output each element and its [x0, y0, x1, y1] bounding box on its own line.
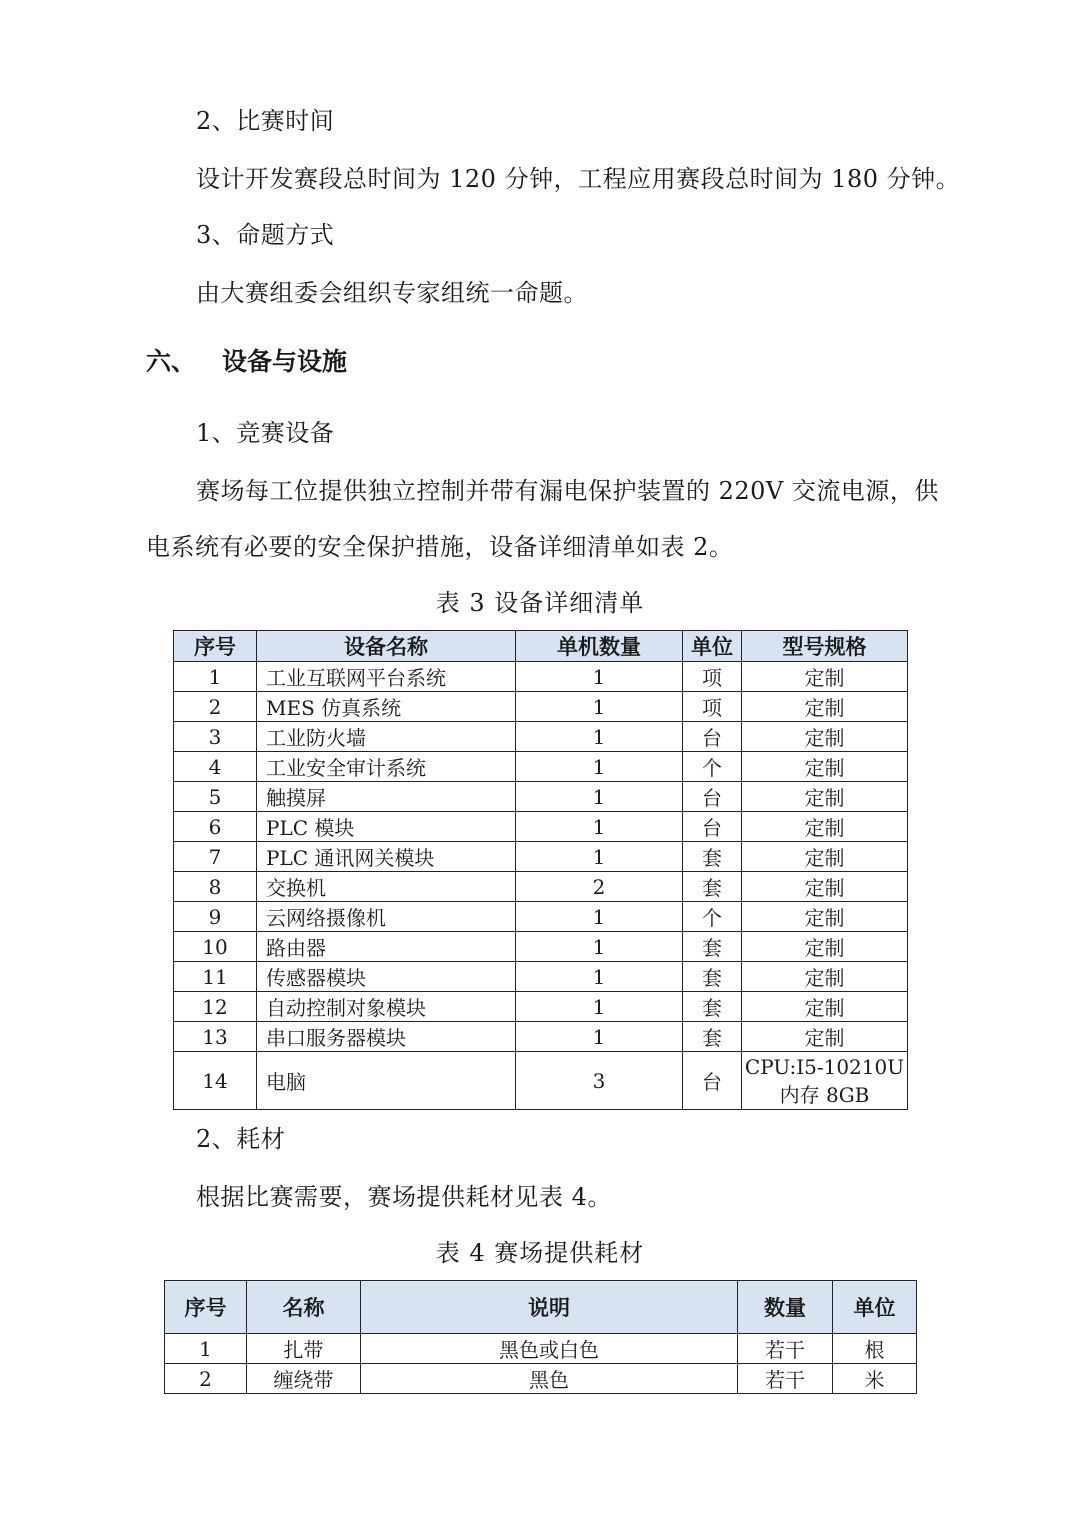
cell-unit: 台 [683, 722, 742, 752]
cell-qty: 1 [516, 752, 683, 782]
cell-unit: 套 [683, 872, 742, 902]
table-row [174, 782, 908, 812]
cell-no: 2 [174, 692, 257, 722]
cell-name: 交换机 [257, 872, 516, 902]
cell-qty: 1 [516, 662, 683, 692]
cell-spec: 定制 [742, 902, 908, 932]
cell-no: 4 [174, 752, 257, 782]
cell-qty: 若干 [738, 1364, 833, 1394]
col-header-no: 序号 [174, 631, 257, 662]
table-3-caption: 表 3 设备详细清单 [435, 589, 645, 617]
cell-no: 12 [174, 992, 257, 1022]
chapter-6-number: 六、 [146, 347, 197, 376]
cell-unit: 项 [683, 662, 742, 692]
cell-qty: 1 [516, 812, 683, 842]
cell-name: 触摸屏 [257, 782, 516, 812]
cell-no: 14 [174, 1052, 257, 1110]
cell-spec: 定制 [742, 692, 908, 722]
cell-desc: 黑色 [361, 1364, 738, 1394]
col-header-qty: 数量 [738, 1281, 833, 1334]
table-row [174, 902, 908, 932]
cell-name: 缠绕带 [247, 1364, 361, 1394]
cell-no: 5 [174, 782, 257, 812]
cell-name: PLC 模块 [257, 812, 516, 842]
cell-no: 9 [174, 902, 257, 932]
table-row [174, 752, 908, 782]
cell-qty: 1 [516, 692, 683, 722]
cell-spec: 定制 [742, 932, 908, 962]
cell-qty: 1 [516, 932, 683, 962]
cell-unit: 米 [833, 1364, 917, 1394]
cell-qty: 1 [516, 902, 683, 932]
col-header-name: 名称 [247, 1281, 361, 1334]
cell-unit: 个 [683, 752, 742, 782]
table-row [174, 872, 908, 902]
cell-qty: 2 [516, 872, 683, 902]
col-header-spec: 型号规格 [742, 631, 908, 662]
table-row [165, 1334, 917, 1364]
table-row [174, 812, 908, 842]
cell-name: MES 仿真系统 [257, 692, 516, 722]
cell-spec [742, 1052, 908, 1110]
section-3-heading: 3、命题方式 [196, 221, 335, 249]
cell-name: 工业防火墙 [257, 722, 516, 752]
col-header-unit: 单位 [833, 1281, 917, 1334]
cell-spec: 定制 [742, 722, 908, 752]
cell-unit: 套 [683, 932, 742, 962]
cell-spec: 定制 [742, 812, 908, 842]
cell-unit: 台 [683, 782, 742, 812]
chapter-6-title: 设备与设施 [222, 347, 348, 376]
cell-name: 扎带 [247, 1334, 361, 1364]
cell-name: PLC 通讯网关模块 [257, 842, 516, 872]
sub-1-text-line2: 电系统有必要的安全保护措施，设备详细清单如表 2。 [146, 533, 734, 561]
equipment-table [173, 630, 908, 1110]
cell-no: 1 [165, 1334, 247, 1364]
cell-unit: 项 [683, 692, 742, 722]
table-row [165, 1364, 917, 1394]
table-row [174, 1022, 908, 1052]
cell-spec: 定制 [742, 1022, 908, 1052]
consumables-table [164, 1280, 917, 1394]
cell-name: 云网络摄像机 [257, 902, 516, 932]
cell-unit: 台 [683, 812, 742, 842]
cell-no: 3 [174, 722, 257, 752]
table-header-row [165, 1281, 917, 1334]
cell-qty: 1 [516, 842, 683, 872]
cell-spec: 定制 [742, 752, 908, 782]
cell-no: 6 [174, 812, 257, 842]
cell-unit: 套 [683, 842, 742, 872]
cell-qty: 1 [516, 722, 683, 752]
cell-spec: 定制 [742, 872, 908, 902]
table-4-caption: 表 4 赛场提供耗材 [435, 1239, 645, 1267]
cell-no: 10 [174, 932, 257, 962]
cell-unit: 套 [683, 962, 742, 992]
section-2-text: 设计开发赛段总时间为 120 分钟，工程应用赛段总时间为 180 分钟。 [196, 165, 961, 193]
cell-qty: 1 [516, 1022, 683, 1052]
col-header-no: 序号 [165, 1281, 247, 1334]
sub-1-heading: 1、竞赛设备 [196, 419, 335, 447]
cell-no: 13 [174, 1022, 257, 1052]
cell-spec: 定制 [742, 992, 908, 1022]
cell-name: 电脑 [257, 1052, 516, 1110]
cell-qty: 3 [516, 1052, 683, 1110]
cell-name: 串口服务器模块 [257, 1022, 516, 1052]
col-header-unit: 单位 [683, 631, 742, 662]
cell-name: 工业安全审计系统 [257, 752, 516, 782]
cell-qty: 1 [516, 962, 683, 992]
cell-unit: 套 [683, 992, 742, 1022]
spec-line-1: CPU:I5-10210U [744, 1054, 905, 1079]
cell-name: 路由器 [257, 932, 516, 962]
cell-spec: 定制 [742, 782, 908, 812]
cell-qty: 1 [516, 782, 683, 812]
cell-spec: 定制 [742, 662, 908, 692]
cell-unit: 个 [683, 902, 742, 932]
cell-unit: 套 [683, 1022, 742, 1052]
cell-unit: 根 [833, 1334, 917, 1364]
cell-spec: 定制 [742, 842, 908, 872]
cell-name: 工业互联网平台系统 [257, 662, 516, 692]
sub-1-text-line1: 赛场每工位提供独立控制并带有漏电保护装置的 220V 交流电源，供 [196, 477, 939, 505]
col-header-desc: 说明 [361, 1281, 738, 1334]
spec-line-2: 内存 8GB [779, 1082, 870, 1107]
cell-no: 2 [165, 1364, 247, 1394]
table-row [174, 1052, 908, 1110]
section-3-text: 由大赛组委会组织专家组统一命题。 [196, 279, 588, 307]
table-row [174, 692, 908, 722]
cell-spec: 定制 [742, 962, 908, 992]
table-row [174, 662, 908, 692]
table-row [174, 842, 908, 872]
cell-unit: 台 [683, 1052, 742, 1110]
cell-desc: 黑色或白色 [361, 1334, 738, 1364]
sub-2-heading: 2、耗材 [196, 1125, 286, 1153]
col-header-name: 设备名称 [257, 631, 516, 662]
cell-no: 1 [174, 662, 257, 692]
sub-2-text: 根据比赛需要，赛场提供耗材见表 4。 [196, 1183, 612, 1211]
cell-no: 7 [174, 842, 257, 872]
cell-qty: 若干 [738, 1334, 833, 1364]
cell-no: 8 [174, 872, 257, 902]
table-row [174, 932, 908, 962]
table-row [174, 962, 908, 992]
table-row [174, 722, 908, 752]
cell-qty: 1 [516, 992, 683, 1022]
table-header-row [174, 631, 908, 662]
table-row [174, 992, 908, 1022]
cell-no: 11 [174, 962, 257, 992]
col-header-qty: 单机数量 [516, 631, 683, 662]
cell-name: 自动控制对象模块 [257, 992, 516, 1022]
section-2-heading: 2、比赛时间 [196, 107, 335, 135]
cell-name: 传感器模块 [257, 962, 516, 992]
